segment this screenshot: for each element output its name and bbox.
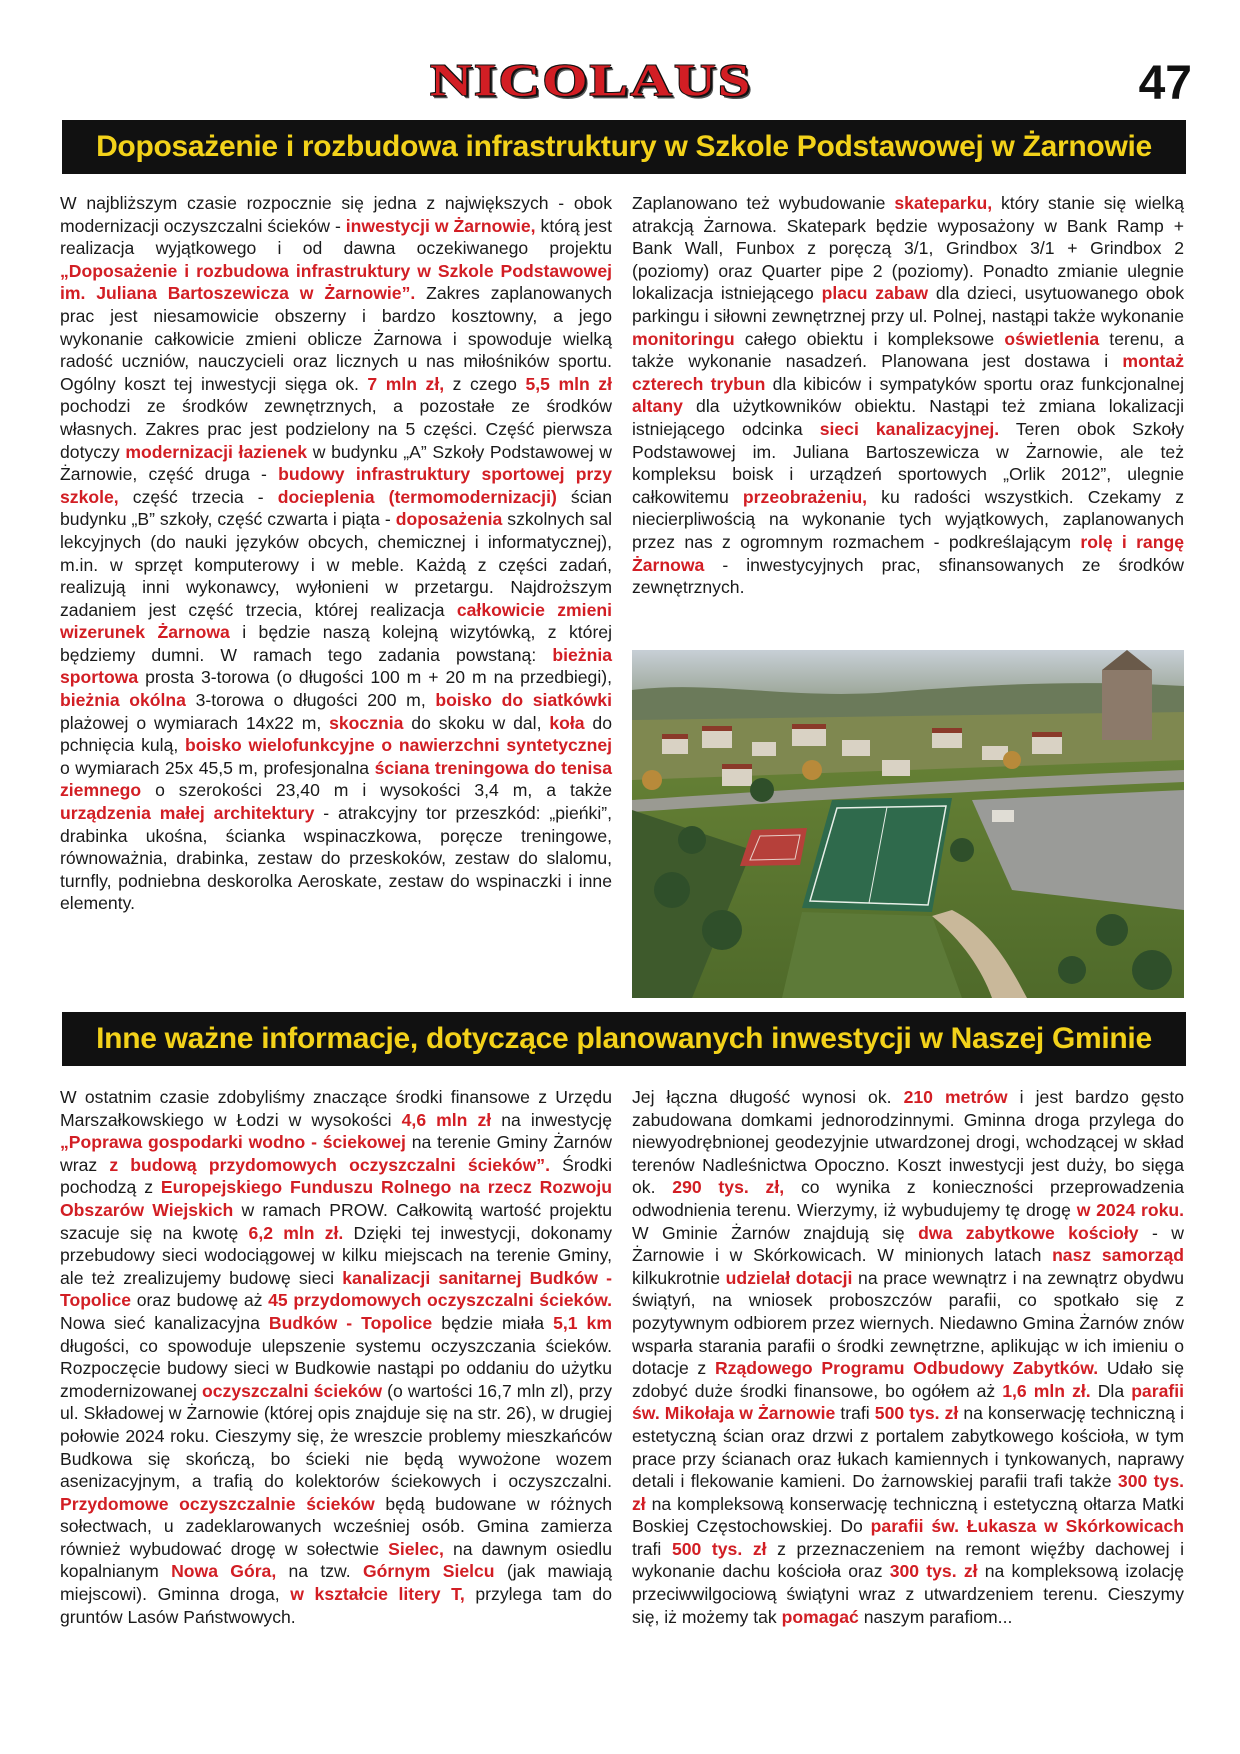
- highlight-text: docieplenia (termomodernizacji): [277, 486, 557, 507]
- article2-right-text: [632, 1086, 1184, 1628]
- article1-right-column: [632, 192, 1184, 599]
- highlight-text: Rządowego Programu Odbudowy Zabytków.: [714, 1358, 1099, 1379]
- highlight-text: Górnym Sielcu: [362, 1561, 495, 1582]
- body-text: W najbliższym czasie rozpocznie się jedna z największych - obok modernizacji oczyszczalni ścieków -: [60, 193, 612, 236]
- body-text: Jej łączna długość wynosi ok.: [632, 1087, 904, 1107]
- highlight-text: oświetlenia: [1004, 328, 1100, 349]
- article1-right-text: [632, 192, 1184, 599]
- body-text: Zakres zaplanowanych prac jest niesamowicie obszerny i bardzo kosztowny, a jego wykonanie całkowicie zmieni oblicze Żarnowa i spowoduje wielką radość uczniów, nauczycieli oraz licznych u nas miłośników sportu. Ogólny koszt tej inwestycji sięga ok.: [60, 283, 612, 394]
- highlight-text: udzielał dotacji: [725, 1267, 853, 1288]
- article1-title: Doposażenie i rozbudowa infrastruktury w Szkole Podstawowej w Żarnowie: [62, 120, 1186, 174]
- highlight-text: skocznia: [329, 712, 404, 733]
- highlight-text: montaż czterech trybun: [632, 351, 1184, 394]
- body-text: dla kibiców i sympatyków sportu oraz funkcjonalnej: [765, 373, 1184, 394]
- body-text: i będzie naszą kolejną wizytówką, z której będziemy dumni. W ramach tego zadania powstaną:: [60, 622, 612, 665]
- body-text: - inwestycyjnych prac, sfinansowanych ze środków zewnętrznych.: [632, 554, 1184, 598]
- body-text: na terenie Gminy Żarnów wraz: [60, 1132, 612, 1175]
- body-text: do pchnięcia kulą,: [60, 712, 612, 756]
- body-text: na tzw.: [276, 1561, 363, 1582]
- highlight-text: doposażenia: [395, 509, 503, 530]
- body-text: W ostatnim czasie zdobyliśmy znaczące środki finansowe z Urzędu Marszałkowskiego w Łodzi w wysokości: [60, 1087, 612, 1130]
- highlight-text: altany: [632, 396, 683, 417]
- body-text: o szerokości 23,40 m i wysokości 3,4 m, a także: [141, 780, 612, 801]
- body-text: pochodzi ze środków zewnętrznych, a pozostałe ze środków własnych. Zakres prac jest podzielony na 5 części. Część pierwsza dotyczy: [60, 396, 612, 462]
- highlight-text: Sielec,: [388, 1538, 444, 1559]
- body-text: na kompleksową konserwację techniczną i estetyczną ołtarza Matki Boskiej Częstochowskiej. Do: [632, 1493, 1184, 1537]
- body-text: Dla: [1090, 1380, 1132, 1401]
- highlight-text: „Poprawa gospodarki wodno - ściekowej: [60, 1132, 406, 1153]
- masthead: [0, 48, 1240, 118]
- body-text: szkolnych sal lekcyjnych (do nauki języków obcych, chemicznej i informatycznej), m.in. w sprzęt komputerowy i w meble. Każdą z części zadań, realizują inni wykonawcy, wyłonieni w przetargu. Najdroższym zadaniem jest część trzecia, której realizacja: [60, 509, 613, 620]
- body-text: z przeznaczeniem na remont więźby dachowej i wykonanie dachu kościoła oraz: [632, 1538, 1185, 1582]
- highlight-text: „Doposażenie i rozbudowa infrastruktury w Szkole Podstawowej im. Juliana Bartoszewicza w Żarnowie”.: [60, 260, 612, 304]
- body-text: Teren obok Szkoły Podstawowej im. Juliana Bartoszewicza w Żarnowie, ale też kompleksu boisk i urządzeń sportowych „Orlik 2012”, ulegnie całkowitemu: [632, 418, 1185, 507]
- body-text: Dzięki tej inwestycji, dokonamy przebudowy sieci wodociągowej w kilku miejscach na terenie Gminy, ale też zrealizujemy budowę sieci: [60, 1222, 612, 1288]
- body-text: - w Żarnowie i w Skórkowicach. W minionych latach: [632, 1222, 1184, 1266]
- highlight-text: 5,1 km: [553, 1312, 612, 1333]
- body-text: kilkukrotnie: [632, 1267, 726, 1288]
- body-text: na inwestycję: [491, 1109, 613, 1130]
- highlight-text: parafii św. Łukasza w Skórkowicach: [870, 1516, 1184, 1537]
- highlight-text: z budową przydomowych oczyszczalni ścieków”.: [109, 1154, 550, 1175]
- highlight-text: kanalizacji sanitarnej Budków - Topolice: [60, 1267, 612, 1311]
- body-text: ścian budynku „B” szkoły, część czwarta i piąta -: [60, 486, 612, 530]
- highlight-text: parafii św. Mikołaja w Żarnowie: [632, 1380, 1184, 1424]
- body-text: W Gminie Żarnów znajdują się: [632, 1222, 919, 1243]
- highlight-text: 5,5 mln zł: [525, 373, 612, 394]
- highlight-text: bieżnia sportowa: [60, 644, 612, 688]
- body-text: przylega tam do gruntów Lasów Państwowych.: [60, 1584, 612, 1627]
- highlight-text: 4,6 mln zł: [401, 1109, 492, 1130]
- body-text: Środki pochodzą z: [60, 1154, 612, 1198]
- body-text: terenu, a także wykonanie nasadzeń. Planowana jest dostawa i: [632, 328, 1184, 372]
- page-number: 47: [1138, 57, 1192, 110]
- article2-left-column: [60, 1086, 612, 1628]
- highlight-text: 290 tys. zł,: [672, 1177, 785, 1198]
- body-text: - atrakcyjny tor przeszkód: „pieńki”, drabinka ukośna, ścianka wspinaczkowa, poręcze treningowe, równoważnia, drabinka, zestaw do przeskoków, zestaw do slalomu, turnfly, podniebna deskorolka Aeroskate, zestaw do wspinaczki i inne elementy.: [60, 803, 612, 914]
- highlight-text: bieżnia okólna: [60, 690, 186, 711]
- body-text: z czego: [444, 373, 526, 394]
- body-text: dla dzieci, usytuowanego obok parkingu i siłowni zewnętrznej przy ul. Polnej, nastąpi także wykonanie: [632, 283, 1185, 326]
- highlight-text: monitoringu: [632, 328, 735, 349]
- highlight-text: skateparku,: [894, 193, 993, 213]
- highlight-text: 6,2 mln zł.: [248, 1222, 344, 1243]
- aerial-photo-school-sports-field: [632, 650, 1184, 998]
- body-text: na kompleksową izolację przeciwwilgociową świątyni wraz z utwardzeniem terenu. Cieszymy się, iż możemy tak: [632, 1561, 1184, 1627]
- highlight-text: inwestycji w Żarnowie,: [345, 215, 536, 236]
- highlight-text: budowy infrastruktury sportowej przy szkole,: [60, 464, 612, 507]
- highlight-text: 1,6 mln zł.: [1002, 1380, 1091, 1401]
- highlight-text: całkowicie zmieni wizerunek Żarnowa: [60, 599, 612, 643]
- highlight-text: dwa zabytkowe kościoły: [918, 1222, 1139, 1243]
- body-text: oraz budowę aż: [131, 1290, 269, 1311]
- highlight-text: koła: [549, 712, 585, 733]
- highlight-text: boisko do siatkówki: [435, 690, 612, 711]
- highlight-text: 300 tys. zł: [632, 1471, 1184, 1514]
- body-text: prosta 3-torowa (o długości 100 m + 20 m na przedbiegi),: [138, 667, 612, 688]
- highlight-text: sieci kanalizacyjnej.: [819, 418, 1000, 439]
- body-text: na konserwację techniczną i estetyczną ścian oraz drzwi z portalem zabytkowego kościoła, w tym prace przy ścianach oraz łukach kamiennych i tynkowanych, naprawy detali i flekowanie kamieni. Do żarnowskiej parafii trafi także: [632, 1403, 1184, 1492]
- highlight-text: placu zabaw: [821, 283, 929, 304]
- highlight-text: rolę i rangę Żarnowa: [632, 531, 1184, 575]
- body-text: (o wartości 16,7 mln zl), przy ul. Składowej w Żarnowie (której opis znajduje się na str. 26), w drugiej połowie 2024 roku. Cieszymy się, że wreszcie problemy mieszkańców Budkowa się skończą, bo ścieki nie będą wywożone wozem asenizacyjnym, a trafią do kolektorów ściekowych i oczyszczalni.: [60, 1380, 612, 1492]
- body-text: którą jest realizacja wyjątkowego i od dawna oczekiwanego projektu: [60, 215, 612, 259]
- body-text: będzie miała: [432, 1312, 554, 1333]
- body-text: plażowej o wymiarach 14x22 m,: [60, 712, 330, 733]
- body-text: o wymiarach 25x 45,5 m, profesjonalna: [60, 757, 375, 778]
- highlight-text: 7 mln zł,: [367, 373, 445, 394]
- body-text: będą budowane w różnych sołectwach, u zadeklarowanych wcześniej osób. Gmina zamierza również wybudować drogę w sołectwie: [60, 1493, 613, 1559]
- highlight-text: Europejskiego Funduszu Rolnego na rzecz Rozwoju Obszarów Wiejskich: [60, 1177, 612, 1220]
- highlight-text: boisko wielofunkcyjne o nawierzchni syntetycznej: [185, 735, 612, 756]
- highlight-text: 500 tys. zł: [671, 1538, 767, 1559]
- body-text: trafi: [835, 1403, 875, 1424]
- body-text: Udało się zdobyć duże środki finansowe, bo ogółem aż: [632, 1358, 1184, 1401]
- article2-title: Inne ważne informacje, dotyczące planowanych inwestycji w Naszej Gminie: [62, 1012, 1186, 1066]
- body-text: 3-torowa o długości 200 m,: [185, 690, 436, 711]
- body-text: długości, co spowoduje ulepszenie systemu oczyszczania ścieków. Rozpoczęcie budowy sieci w Budkowie nastąpi po oddaniu do użytku zmodernizowanej: [60, 1335, 612, 1401]
- body-text: trafi: [632, 1538, 672, 1559]
- highlight-text: urządzenia małej architektury: [60, 803, 315, 824]
- highlight-text: w 2024 roku.: [1076, 1199, 1184, 1220]
- nicolaus-logo: NICOLAUS: [430, 54, 753, 106]
- highlight-text: nasz samorząd: [1052, 1245, 1185, 1266]
- body-text: w budynku „A” Szkoły Podstawowej w Żarnowie, część druga -: [60, 441, 612, 485]
- body-text: naszym parafiom...: [858, 1606, 1013, 1627]
- body-text: Nowa sieć kanalizacyjna: [60, 1312, 269, 1333]
- body-text: i jest bardzo gęsto zabudowana domkami jednorodzinnymi. Gminna droga przylega do niewyodrębnionej geodezyjnie utwardzonej drogi, wchodzącej w skład terenów Nadleśnictwa Opoczno. Koszt inwestycji jest duży, bo sięga ok.: [632, 1087, 1184, 1198]
- highlight-text: oczyszczalni ścieków: [201, 1380, 383, 1401]
- body-text: do skoku w dal,: [403, 712, 550, 733]
- body-text: w ramach PROW. Całkowitą wartość projektu szacuje się na kwotę: [60, 1199, 613, 1243]
- highlight-text: modernizacji łazienek: [125, 441, 308, 462]
- article2-left-text: [60, 1086, 612, 1628]
- body-text: Zaplanowano też wybudowanie: [632, 193, 895, 213]
- body-text: (jak mawiają miejscowi). Gminna droga,: [60, 1561, 612, 1605]
- highlight-text: 500 tys. zł: [874, 1403, 959, 1424]
- highlight-text: przeobrażeniu,: [742, 486, 868, 507]
- article2-right-column: [632, 1086, 1184, 1628]
- body-text: na prace wewnątrz i na zewnątrz obydwu świątyń, na wniosek proboszczów parafii, co spotkało się z pozytywnym odbiorem przez wiernych. Niedawno Gmina Żarnów znów wsparła starania parafii o środki zewnętrzne, aplikując w ich imieniu o dotacje z: [632, 1267, 1184, 1379]
- highlight-text: 300 tys. zł: [889, 1561, 978, 1582]
- highlight-text: Przydomowe oczyszczalnie ścieków: [60, 1493, 375, 1514]
- body-text: część trzecia -: [118, 486, 278, 507]
- article1-left-text: [60, 192, 612, 915]
- article1-left-column: [60, 192, 612, 915]
- body-text: na dawnym osiedlu kopalnianym: [60, 1538, 612, 1582]
- highlight-text: pomagać: [781, 1606, 859, 1627]
- highlight-text: 45 przydomowych oczyszczalni ścieków.: [268, 1290, 612, 1311]
- highlight-text: Budków - Topolice: [268, 1312, 433, 1333]
- body-text: dla użytkowników obiektu. Nastąpi też zmiana lokalizacji istniejącego odcinka: [632, 396, 1184, 439]
- highlight-text: 210 metrów: [903, 1087, 1008, 1107]
- body-text: co wynika z konieczności przeprowadzenia odwodnienia terenu. Wierzymy, iż wybudujemy tę drogę: [632, 1177, 1185, 1220]
- body-text: całego obiektu i kompleksowe: [734, 328, 1005, 349]
- highlight-text: Nowa Góra,: [171, 1561, 277, 1582]
- body-text: ku radości wszystkich. Czekamy z niecierpliwością na wykonanie tych wyjątkowych, zaplanowanych przez nas z ogromnym rozmachem - podkreślającym: [632, 486, 1184, 552]
- highlight-text: ściana treningowa do tenisa ziemnego: [60, 757, 612, 801]
- body-text: który stanie się wielką atrakcją Żarnowa. Skatepark będzie wyposażony w Bank Ramp + Bank Wall, Funbox z poręczą 3/1, Grindbox 3/1 + Grindbox 2 (poziomy) oraz Quarter pipe 2 (poziomy). Ponadto zmianie ulegnie lokalizacja istniejącego: [632, 193, 1184, 304]
- highlight-text: w kształcie litery T,: [290, 1584, 465, 1605]
